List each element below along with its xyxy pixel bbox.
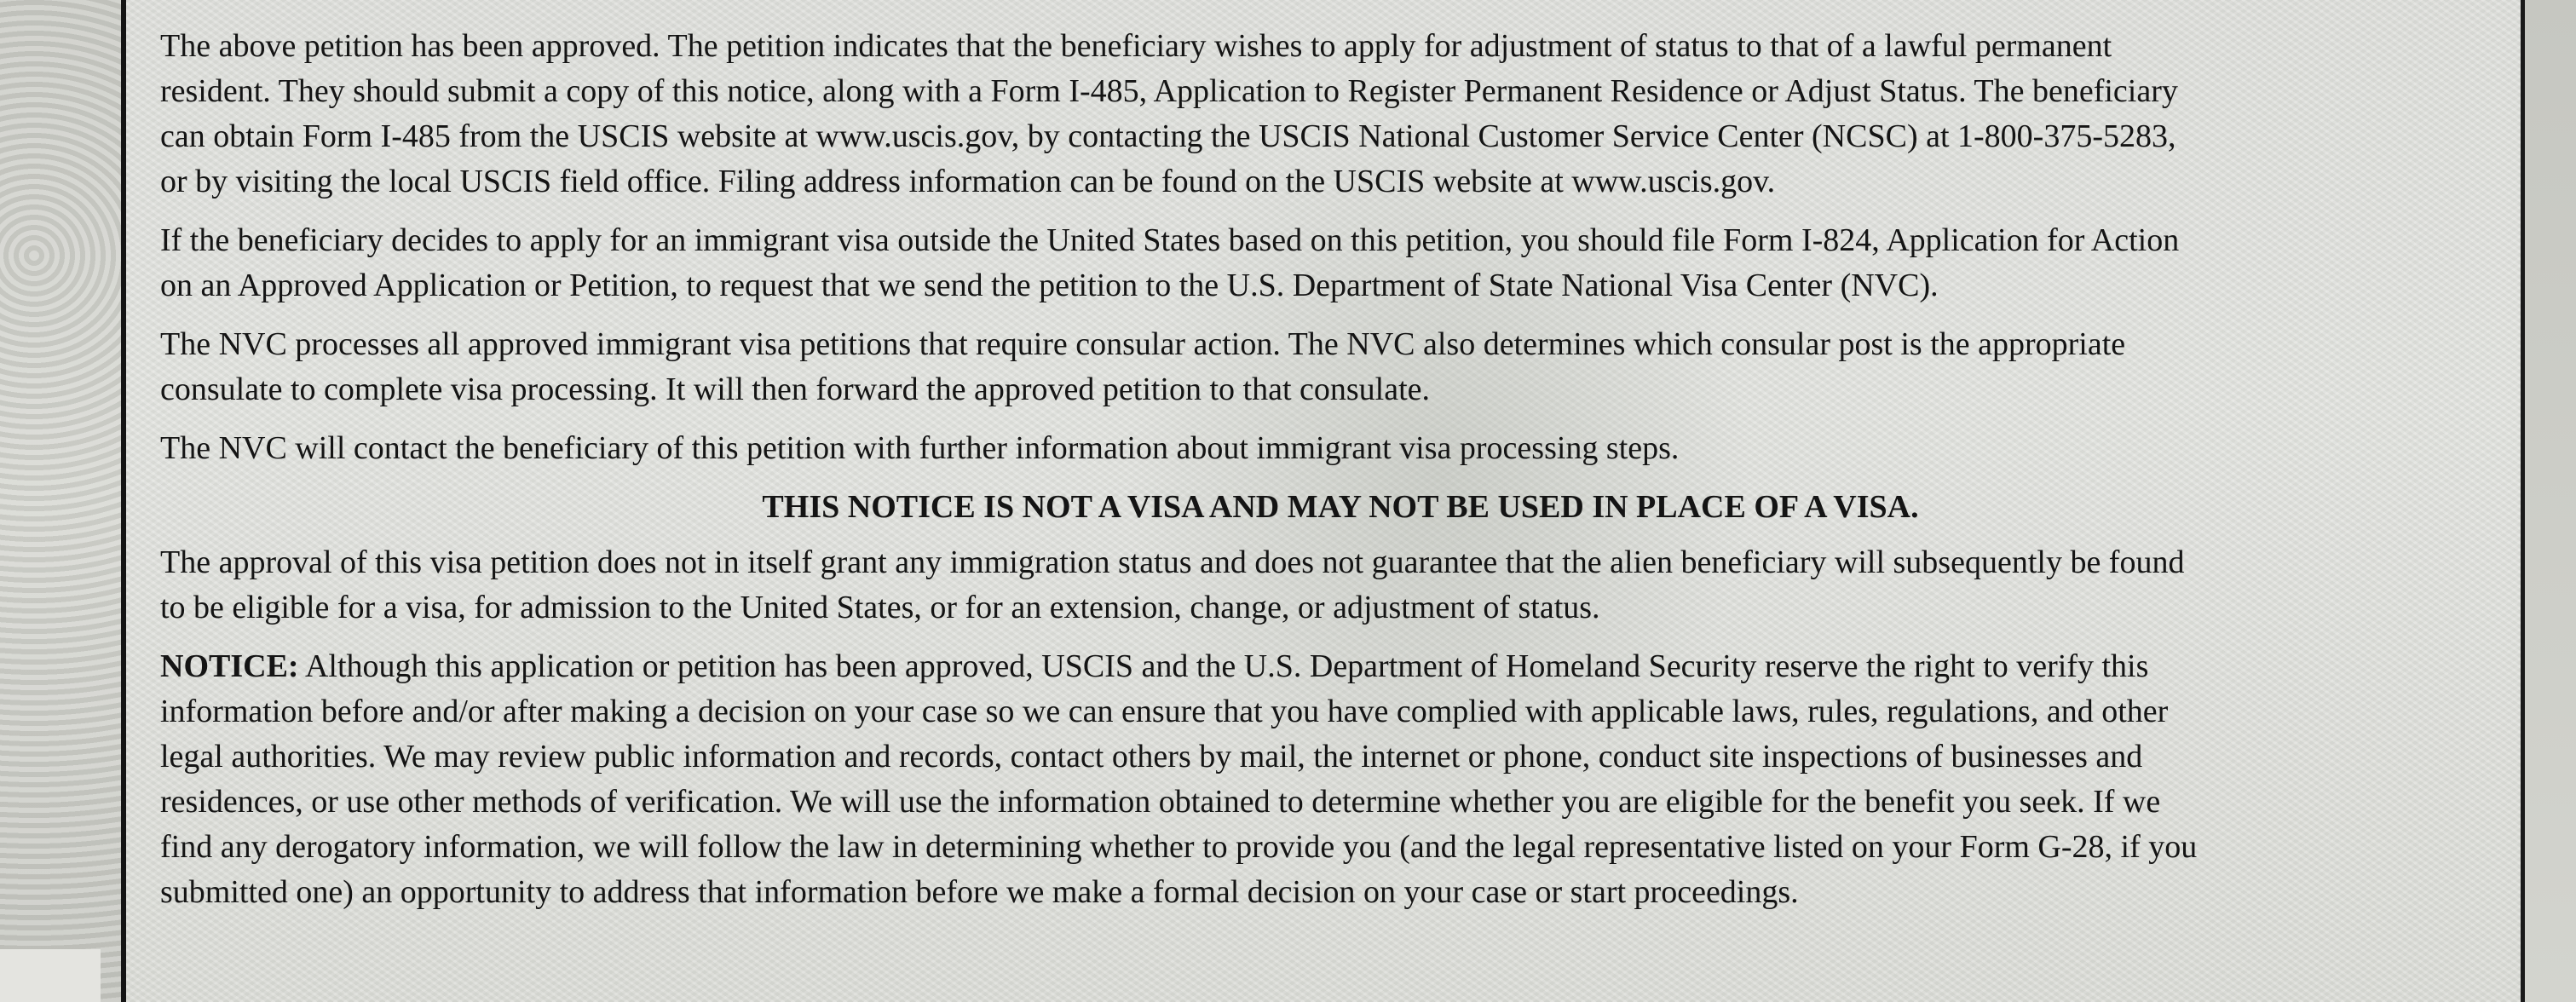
not-a-visa-heading: THIS NOTICE IS NOT A VISA AND MAY NOT BE USED IN PLACE OF A VISA.	[762, 489, 1919, 525]
text-line: resident. They should submit a copy of this notice, along with a Form I-485, Application to Register Permanent Residence or Adjust Status. The beneficiary	[160, 73, 2178, 109]
adjustment-of-status-paragraph	[160, 24, 2521, 204]
text-line: find any derogatory information, we will follow the law in determining whether to provide you (and the legal representative listed on your Form G-28, if you	[160, 829, 2198, 865]
text-line: information before and/or after making a decision on your case so we can ensure that you have complied with applicable laws, rules, regulations, and other	[160, 694, 2169, 729]
text-line: submitted one) an opportunity to address that information before we make a formal decision on your case or start proceedings.	[160, 874, 1799, 910]
text-line: residences, or use other methods of verification. We will use the information obtained to determine whether you are eligible for the benefit you seek. If we	[160, 784, 2161, 820]
text-line: to be eligible for a visa, for admission to the United States, or for an extension, change, or adjustment of status.	[160, 590, 1600, 625]
approval-disclaimer-paragraph	[160, 540, 2521, 631]
immigrant-visa-paragraph	[160, 218, 2521, 308]
text-line: or by visiting the local USCIS field office. Filing address information can be found on the USCIS website at www.uscis.gov.	[160, 164, 1776, 199]
text-line: The NVC will contact the beneficiary of this petition with further information about immigrant visa processing steps.	[160, 430, 1680, 466]
left-margin-patch	[0, 949, 101, 1002]
text-line: The approval of this visa petition does not in itself grant any immigration status and does not guarantee that the alien beneficiary will subsequently be found	[160, 544, 2185, 580]
notice-first-line: Although this application or petition has been approved, USCIS and the U.S. Department of Homeland Security reserve the right to verify this	[298, 648, 2149, 684]
right-page-margin	[2525, 0, 2576, 1002]
text-line: can obtain Form I-485 from the USCIS website at www.uscis.gov, by contacting the USCIS National Customer Service Center (NCSC) at 1-800-375-5283,	[160, 118, 2176, 154]
text-line: consulate to complete visa processing. It will then forward the approved petition to that consulate.	[160, 371, 1431, 407]
text-line: legal authorities. We may review public information and records, contact others by mail, the internet or phone, conduct site inspections of businesses and	[160, 739, 2143, 775]
nvc-contact-paragraph	[160, 426, 2521, 471]
document-body	[160, 24, 2521, 929]
left-page-margin	[0, 0, 121, 1002]
text-line: If the beneficiary decides to apply for an immigrant visa outside the United States based on this petition, you should file Form I-824, Application for Action	[160, 222, 2180, 258]
text-line	[160, 644, 2521, 689]
text-line: The above petition has been approved. The petition indicates that the beneficiary wishes to apply for adjustment of status to that of a lawful permanent	[160, 28, 2112, 64]
notice-paragraph	[160, 644, 2521, 915]
nvc-processing-paragraph	[160, 322, 2521, 412]
notice-label: NOTICE:	[160, 648, 299, 684]
text-line: The NVC processes all approved immigrant visa petitions that require consular action. The NVC also determines which consular post is the appropriate	[160, 326, 2126, 362]
notice-document	[126, 0, 2521, 1002]
text-line: on an Approved Application or Petition, to request that we send the petition to the U.S. Department of State National Visa Center (NVC).	[160, 268, 1939, 303]
